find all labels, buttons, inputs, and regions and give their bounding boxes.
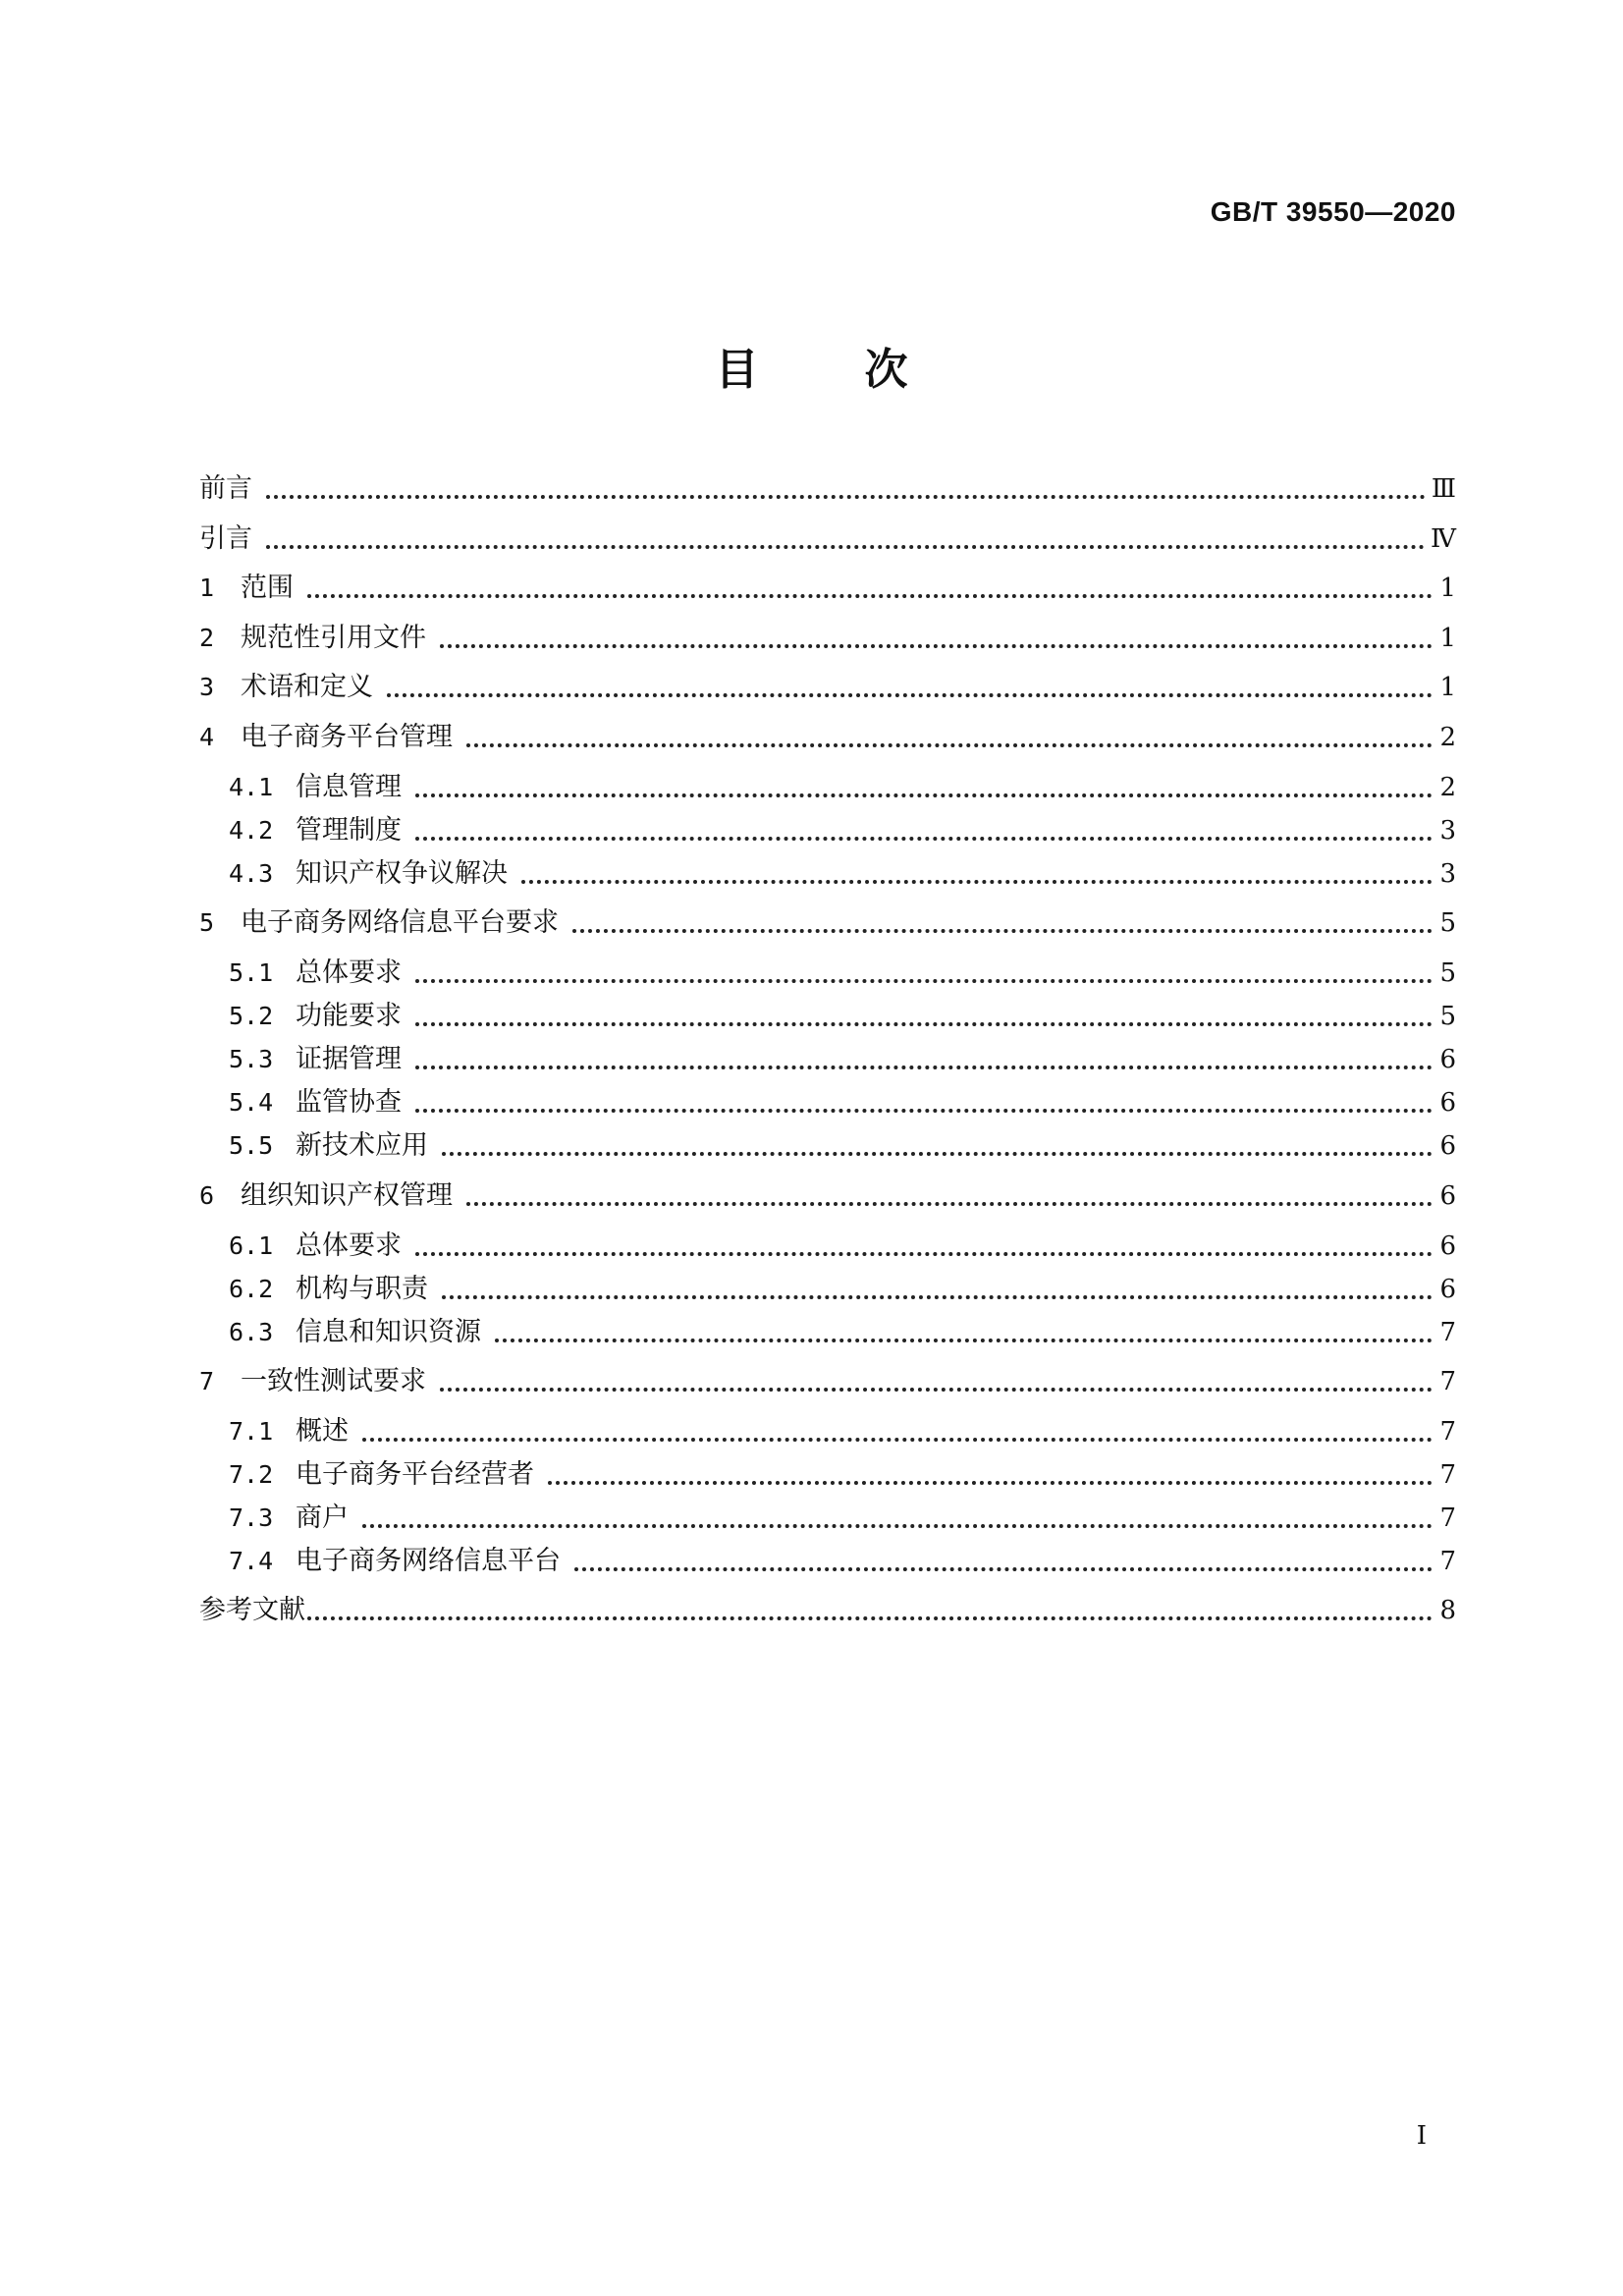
toc-entry-title: 前言 [199, 473, 252, 504]
standard-code: GB/T 39550—2020 [1210, 196, 1456, 227]
toc-title [0, 334, 1623, 397]
toc-entry-title: 引言 [199, 523, 252, 554]
toc-entry-number: 7.4 [229, 1547, 274, 1575]
toc-entry-page: 5 [1439, 908, 1456, 938]
toc-entry-title: 术语和定义 [241, 672, 373, 702]
toc-entry-page: 3 [1439, 816, 1456, 846]
toc-entry-5[interactable] [199, 903, 1456, 943]
toc-entry-number: 4 [199, 723, 215, 751]
dot-leader [466, 1202, 1433, 1206]
dot-leader [415, 979, 1433, 983]
toc-entry-number: 5.4 [229, 1088, 274, 1117]
toc-entry-title: 知识产权争议解决 [296, 858, 508, 889]
toc-entry-number: 7.1 [229, 1417, 274, 1446]
toc-entry-number: 5.1 [229, 958, 274, 987]
toc-entry-5-1[interactable] [199, 954, 1456, 993]
dot-leader [266, 495, 1426, 499]
toc-entry-page: 3 [1439, 859, 1456, 889]
toc-entry-page: 1 [1439, 574, 1456, 603]
dot-leader [440, 644, 1433, 648]
toc-entry-page: Ⅳ [1431, 524, 1456, 554]
toc-entry-7-1[interactable] [199, 1412, 1456, 1451]
toc-entry-5-5[interactable] [199, 1126, 1456, 1166]
dot-leader [572, 929, 1433, 933]
dot-leader [387, 693, 1433, 697]
toc-entry-title: 机构与职责 [296, 1274, 428, 1304]
dot-leader [495, 1339, 1433, 1342]
toc-entry-6-1[interactable] [199, 1227, 1456, 1266]
dot-leader [362, 1438, 1433, 1442]
toc-entry-page: 7 [1439, 1417, 1456, 1447]
toc-entry-6[interactable] [199, 1176, 1456, 1216]
dot-leader [521, 880, 1433, 884]
toc-entry-title: 电子商务平台经营者 [296, 1459, 534, 1490]
toc-title-char-1: 目 [715, 345, 759, 395]
toc-entry-4-2[interactable] [199, 811, 1456, 850]
toc-entry-page: 6 [1439, 1045, 1456, 1074]
toc-entry-page: Ⅲ [1431, 474, 1456, 504]
toc-entry-number: 5.5 [229, 1131, 274, 1160]
toc-entry-title: 参考文献 [199, 1595, 305, 1625]
toc-entry-page: 7 [1439, 1503, 1456, 1533]
toc-entry-number: 4.2 [229, 816, 274, 845]
toc-entry-page: 5 [1439, 1002, 1456, 1031]
toc-entry-page: 6 [1439, 1131, 1456, 1161]
dot-leader [442, 1295, 1433, 1299]
dot-leader [442, 1152, 1433, 1156]
dot-leader [415, 1109, 1433, 1113]
dot-leader [307, 594, 1433, 598]
toc-entry-number: 6.3 [229, 1318, 274, 1346]
toc-entry-4[interactable] [199, 718, 1456, 757]
toc-entry-title: 信息管理 [296, 772, 402, 802]
toc-title-char-2: 次 [864, 345, 908, 395]
toc-entry-3[interactable] [199, 668, 1456, 707]
toc-entry-foreword[interactable] [199, 469, 1456, 509]
toc-entry-page: 5 [1439, 958, 1456, 988]
toc-entry-title: 监管协查 [296, 1087, 402, 1118]
toc-entry-page: 2 [1439, 773, 1456, 802]
toc-entry-1[interactable] [199, 569, 1456, 608]
dot-leader [266, 545, 1425, 549]
toc-entry-number: 5.3 [229, 1045, 274, 1073]
toc-entry-2[interactable] [199, 619, 1456, 658]
toc-entry-7-4[interactable] [199, 1542, 1456, 1581]
toc-entry-7-2[interactable] [199, 1455, 1456, 1495]
toc-entry-page: 6 [1439, 1231, 1456, 1261]
toc-entry-title: 电子商务网络信息平台要求 [241, 907, 559, 938]
toc-entry-title: 组织知识产权管理 [241, 1180, 453, 1211]
toc-entry-number: 4.3 [229, 859, 274, 888]
toc-entry-page: 6 [1439, 1181, 1456, 1211]
dot-leader [415, 1066, 1433, 1069]
toc-entry-page: 7 [1439, 1460, 1456, 1490]
toc-entry-6-2[interactable] [199, 1270, 1456, 1309]
toc-entry-page: 7 [1439, 1367, 1456, 1396]
page-folio: I [1416, 2121, 1427, 2151]
toc-entry-page: 2 [1439, 723, 1456, 752]
toc-entry-7-3[interactable] [199, 1499, 1456, 1538]
toc-entry-title: 总体要求 [296, 957, 402, 988]
toc-entry-number: 6.2 [229, 1275, 274, 1303]
toc-entry-5-4[interactable] [199, 1083, 1456, 1122]
dot-leader [415, 793, 1433, 797]
toc-entry-number: 1 [199, 574, 215, 602]
dot-leader [574, 1567, 1433, 1571]
toc-entry-title: 一致性测试要求 [241, 1366, 426, 1396]
toc-entry-title: 电子商务网络信息平台 [296, 1546, 561, 1576]
toc-entry-title: 规范性引用文件 [241, 623, 426, 653]
toc-entry-page: 7 [1439, 1318, 1456, 1347]
toc-entry-page: 8 [1439, 1596, 1456, 1625]
dot-leader [548, 1481, 1433, 1485]
toc-entry-title: 概述 [296, 1416, 349, 1447]
dot-leader [415, 837, 1433, 841]
dot-leader [440, 1388, 1433, 1392]
toc-entry-title: 总体要求 [296, 1230, 402, 1261]
toc-entry-page: 1 [1439, 624, 1456, 653]
dot-leader [466, 743, 1433, 747]
toc-entry-title: 电子商务平台管理 [241, 722, 453, 752]
toc-entry-number: 3 [199, 673, 215, 701]
toc-entry-5-3[interactable] [199, 1040, 1456, 1079]
toc-entry-4-3[interactable] [199, 854, 1456, 894]
dot-leader [307, 1616, 1433, 1620]
toc-entry-page: 7 [1439, 1547, 1456, 1576]
dot-leader [415, 1022, 1433, 1026]
toc-entry-page: 1 [1439, 673, 1456, 702]
toc-entry-title: 范围 [241, 573, 294, 603]
toc-entry-number: 6 [199, 1181, 215, 1210]
toc-entry-page: 6 [1439, 1088, 1456, 1118]
toc-entry-title: 证据管理 [296, 1044, 402, 1074]
toc-entry-number: 7.2 [229, 1460, 274, 1489]
toc-entry-title: 功能要求 [296, 1001, 402, 1031]
toc-entry-page: 6 [1439, 1275, 1456, 1304]
toc-entry-bibliography[interactable] [199, 1591, 1456, 1630]
toc-entry-number: 2 [199, 624, 215, 652]
toc-entry-number: 5.2 [229, 1002, 274, 1030]
toc-entry-6-3[interactable] [199, 1313, 1456, 1352]
toc-entry-number: 5 [199, 908, 215, 937]
dot-leader [415, 1252, 1433, 1256]
toc-entry-4-1[interactable] [199, 768, 1456, 807]
toc-entry-title: 信息和知识资源 [296, 1317, 481, 1347]
toc-entry-number: 6.1 [229, 1231, 274, 1260]
toc-entry-title: 新技术应用 [296, 1130, 428, 1161]
toc-entry-number: 7 [199, 1367, 215, 1395]
toc-entry-7[interactable] [199, 1362, 1456, 1401]
toc-entry-title: 管理制度 [296, 815, 402, 846]
toc-entry-introduction[interactable] [199, 519, 1456, 559]
toc-entry-number: 7.3 [229, 1503, 274, 1532]
dot-leader [362, 1524, 1433, 1528]
toc-entry-title: 商户 [296, 1503, 349, 1533]
toc-entry-5-2[interactable] [199, 997, 1456, 1036]
toc-entry-number: 4.1 [229, 773, 274, 801]
